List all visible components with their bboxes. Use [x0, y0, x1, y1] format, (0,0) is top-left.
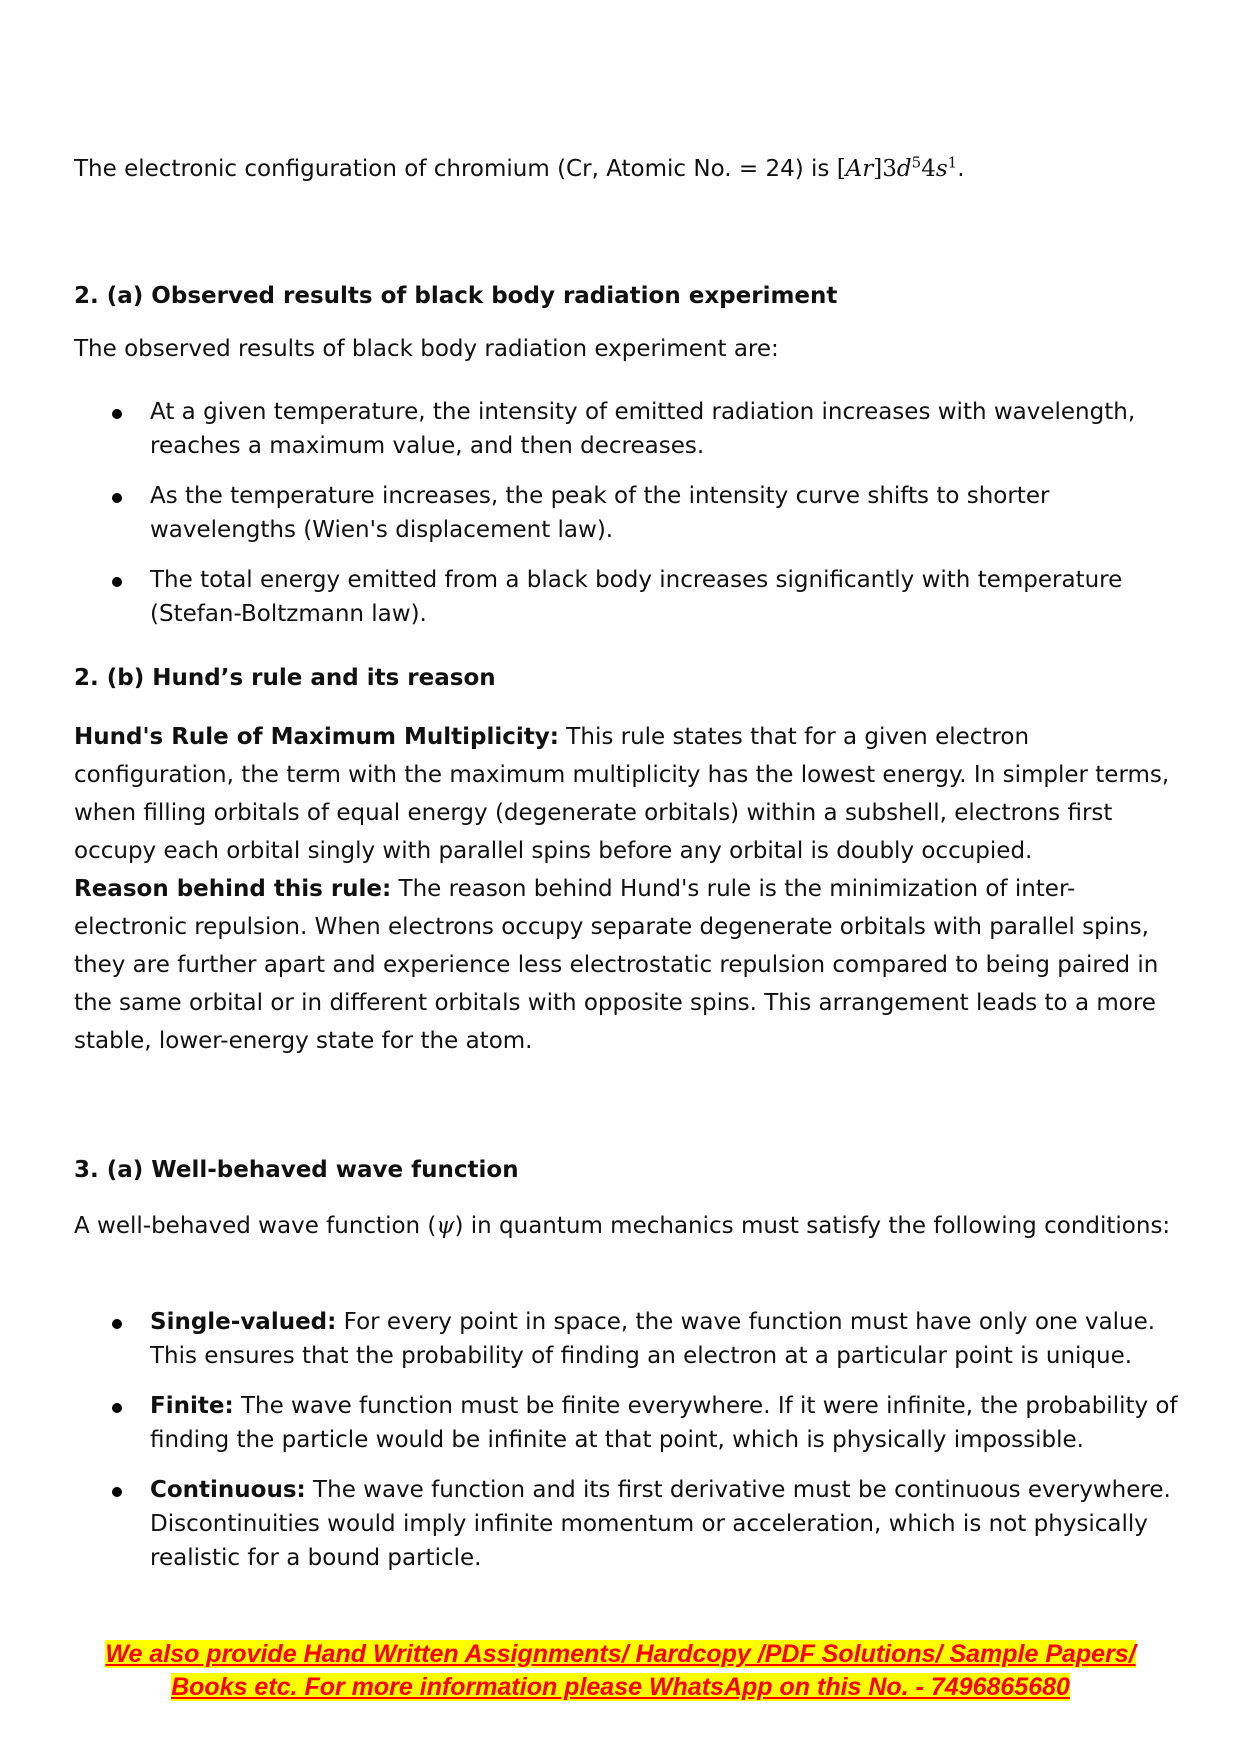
list-item: As the temperature increases, the peak of the intensity curve shifts to shorter wavelengths (Wien's displacement law). [74, 479, 1184, 547]
bullet-icon [112, 1403, 122, 1413]
section-3a-heading: 3. (a) Well-behaved wave function [74, 1157, 519, 1183]
list-item: Continuous: The wave function and its first derivative must be continuous everywhere. Discontinuities would imply infinite momentum or acceleration, which is not physically realistic for a bound particle. [74, 1473, 1184, 1575]
list-item: Single-valued: For every point in space, the wave function must have only one value. This ensures that the probability of finding an electron at a particular point is unique. [74, 1305, 1184, 1373]
wave-function-conditions-list [74, 1305, 1184, 1591]
list-item: At a given temperature, the intensity of emitted radiation increases with wavelength, reaches a maximum value, and then decreases. [74, 395, 1184, 463]
intro-paragraph: The electronic configuration of chromium (Cr, Atomic No. = 24) is $[Ar]3d^54s^1$. [74, 153, 965, 182]
bullet-icon [112, 1487, 122, 1497]
promo-line-1: We also provide Hand Written Assignments/ Hardcopy /PDF Solutions/ Sample Papers/ [105, 1640, 1136, 1668]
promo-line-2: Books etc. For more information please WhatsApp on this No. - 7496865680 [171, 1673, 1070, 1701]
bullet-icon [112, 1319, 122, 1329]
list-item: Finite: The wave function must be finite everywhere. If it were infinite, the probability of finding the particle would be infinite at that point, which is physically impossible. [74, 1389, 1184, 1457]
section-2a-intro: The observed results of black body radiation experiment are: [74, 336, 779, 362]
bullet-icon [112, 493, 122, 503]
bullet-icon [112, 409, 122, 419]
section-2b-heading: 2. (b) Hund’s rule and its reason [74, 665, 496, 691]
hunds-rule-paragraph: Hund's Rule of Maximum Multiplicity: This rule states that for a given electron configuration, the term with the maximum multiplicity has the lowest energy. In simpler terms, when filling orbitals of equal energy (degenerate orbitals) within a subshell, electrons first occupy each orbital singly with parallel spins before any orbital is doubly occupied. Reason behind this rule: The reason behind Hund's rule is the minimization of inter-electronic repulsion. When electrons occupy separate degenerate orbitals with parallel spins, they are further apart and experience less electrostatic repulsion compared to being paired in the same orbital or in different orbitals with opposite spins. This arrangement leads to a more stable, lower-energy state for the atom. [74, 724, 1170, 1054]
chromium-configuration-formula: $[Ar]3d^54s^1$ [836, 153, 958, 182]
section-3a-intro: A well-behaved wave function (ψ) in quantum mechanics must satisfy the following conditions: [74, 1213, 1171, 1239]
intro-text: The electronic configuration of chromium (Cr, Atomic No. = 24) is [74, 156, 837, 182]
reason-label: Reason behind this rule: [74, 876, 392, 902]
promo-banner [0, 1638, 1241, 1704]
black-body-results-list [74, 395, 1184, 647]
hunds-rule-label: Hund's Rule of Maximum Multiplicity: [74, 724, 559, 750]
bullet-icon [112, 577, 122, 587]
list-item: The total energy emitted from a black body increases significantly with temperature (Stefan-Boltzmann law). [74, 563, 1184, 631]
psi-symbol: ψ [436, 1213, 455, 1239]
section-2a-heading: 2. (a) Observed results of black body radiation experiment [74, 283, 838, 309]
